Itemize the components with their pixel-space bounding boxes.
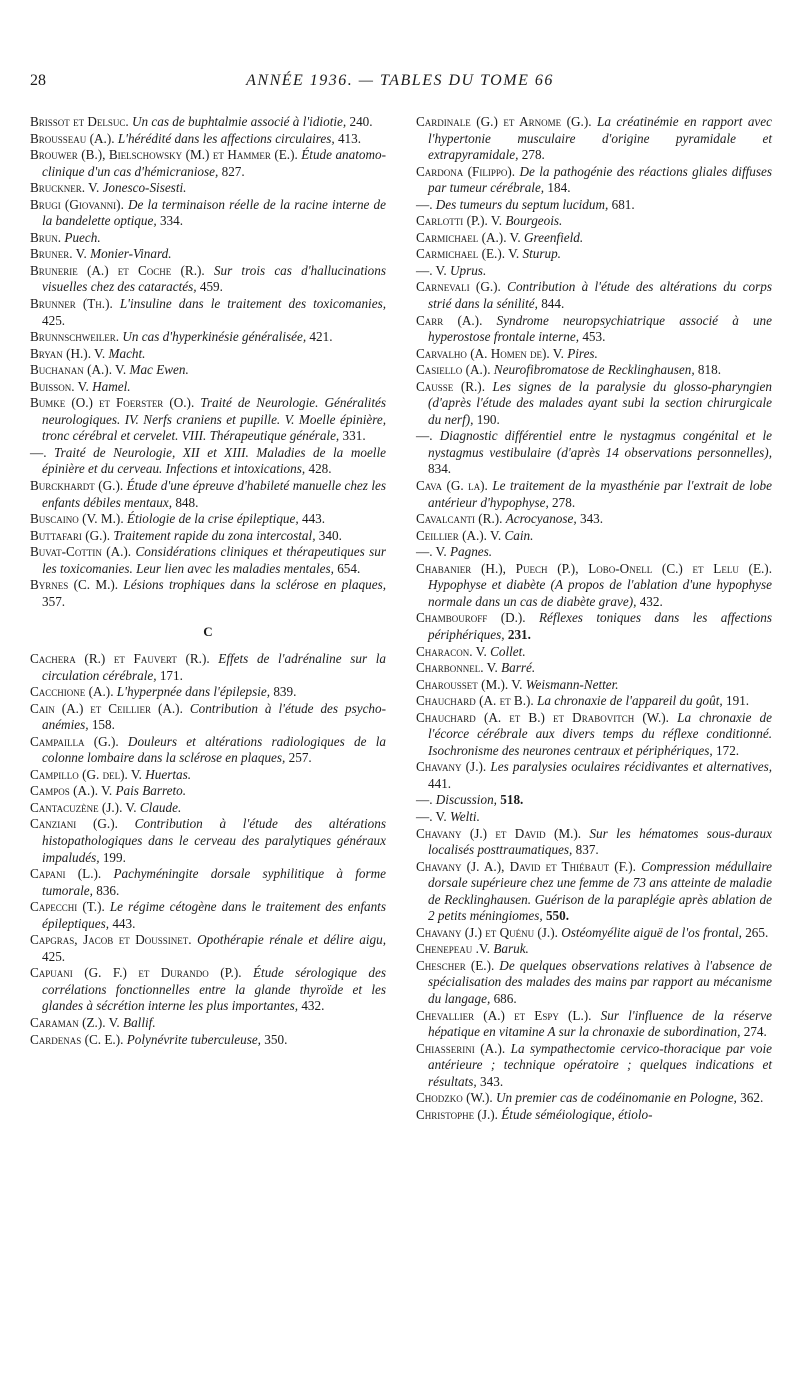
page-reference: 518. (500, 792, 524, 808)
index-entry (416, 114, 772, 164)
entry-title: Les signes de la paralysie du glosso-pharyngien (d'après l'étude des malades ayant subi la section chirurgicale du nerf), (428, 378, 773, 427)
entry-title: Mac Ewen. (129, 362, 189, 378)
entry-title: Le traitement de la myasthénie par l'extrait de lobe antérieur d'hypophyse, (428, 478, 772, 510)
author-names: —. V. (416, 808, 447, 824)
left-column (30, 114, 386, 1048)
page-reference: 441. (428, 775, 452, 791)
index-entry (30, 197, 386, 230)
index-entry (416, 313, 772, 346)
page-reference: 340. (318, 527, 342, 543)
author-names: Capani (L.). (30, 866, 102, 882)
author-names: Byrnes (C. M.). (30, 577, 119, 593)
entry-title: De quelques observations relatives à l'absence de spécialisation des malades des mains par rapport au mécanisme du langage, (428, 957, 773, 1006)
entry-title: Macht. (108, 345, 146, 361)
page-reference: 231. (507, 626, 531, 642)
entry-title: Compression médullaire dorsale supérieure chez une femme de 73 ans atteinte de maladie de Recklinghausen. Guérison de la paraplégie après ablation de 2 petits méningiomes, (428, 858, 772, 924)
author-names: Cain (A.) et Ceillier (A.). (30, 700, 183, 716)
page-reference: 343. (480, 1073, 504, 1089)
page-reference: 350. (264, 1031, 288, 1047)
index-entry (416, 279, 772, 312)
index-entry (30, 528, 386, 545)
author-names: Buttafari (G.). (30, 527, 111, 543)
page-reference: 459. (199, 279, 223, 295)
author-names: Chiasserini (A.). (416, 1040, 506, 1056)
index-entry (30, 114, 386, 131)
author-names: Chodzko (W.). (416, 1090, 493, 1106)
running-title: ANNÉE 1936. — TABLES DU TOME 66 (246, 72, 554, 89)
entry-title: Barré. (501, 660, 536, 676)
entry-title: Les paralysies oculaires récidivantes et alternatives, (490, 759, 773, 775)
index-entry (416, 379, 772, 429)
entry-title: Baruk. (493, 941, 529, 957)
author-names: Brousseau (A.). (30, 130, 115, 146)
author-names: Characon. V. (416, 643, 487, 659)
index-entry (416, 610, 772, 643)
author-names: Brunerie (A.) et Coche (R.). (30, 262, 205, 278)
entry-title: Discussion, (435, 792, 497, 808)
author-names: —. (30, 444, 47, 460)
entry-title: Polynévrite tuberculeuse, (126, 1031, 261, 1047)
index-entry (416, 660, 772, 677)
index-entry (416, 1041, 772, 1091)
page-reference: 425. (42, 312, 66, 328)
author-names: Bruner. V. (30, 246, 87, 262)
entry-title: Traité de Neurologie. Généralités neurologiques. IV. Nerfs craniens et pupille. V. Moelle épinière, tronc cérébral et cervelet. VIII. Thérapeutique générale, (42, 395, 386, 444)
author-names: Charousset (M.). V. (416, 676, 523, 692)
page-reference: 837. (575, 842, 599, 858)
page-reference: 334. (159, 213, 184, 229)
author-names: Caraman (Z.). V. (30, 1014, 120, 1030)
entry-title: Collet. (490, 643, 526, 659)
entry-title: Contribution à l'étude des psycho-anémies, (42, 700, 386, 733)
entry-title: Un premier cas de codéinomanie en Pologne, (496, 1090, 737, 1106)
author-names: Capuani (G. F.) et Durando (P.). (30, 965, 242, 981)
page-reference: 681. (611, 196, 635, 212)
entry-title: Sturup. (522, 246, 561, 262)
page-reference: 686. (493, 990, 517, 1006)
entry-title: Weismann-Netter. (525, 676, 619, 692)
author-names: Chevallier (A.) et Espy (L.). (416, 1007, 592, 1023)
index-entry (416, 792, 772, 809)
page-reference: 343. (579, 511, 604, 527)
page-reference: 432. (639, 593, 663, 609)
index-entry (416, 710, 772, 760)
index-entry (416, 528, 772, 545)
section-letter: C (203, 624, 213, 640)
entry-title: De la terminaison réelle de la racine interne de la bandelette optique, (42, 196, 386, 229)
entry-title: Pires. (567, 345, 598, 361)
index-entry (416, 693, 772, 710)
page-reference: 839. (273, 684, 297, 700)
index-entry (416, 230, 772, 247)
author-names: —. V. (416, 262, 447, 278)
entry-title: Étude d'une épreuve d'habileté manuelle chez les enfants débiles mentaux, (42, 478, 387, 510)
page-reference: 443. (301, 511, 326, 527)
entry-title: Réflexes toniques dans les affections périphériques, (428, 610, 772, 642)
page-reference: 443. (112, 915, 136, 931)
index-entry (30, 577, 386, 610)
author-names: Chescher (E.). (416, 957, 495, 973)
entry-title: Diagnostic différentiel entre le nystagmus congénital et le nystagmus vestibulaire (d'après 14 observations personnelles), (428, 428, 772, 460)
page-reference: 331. (342, 428, 366, 444)
index-entry (30, 1015, 386, 1032)
author-names: Brugi (Giovanni). (30, 196, 124, 212)
index-entry (30, 131, 386, 148)
entry-title: Lésions trophiques dans la sclérose en plaques, (123, 577, 387, 593)
page-reference: 191. (726, 693, 750, 709)
entry-title: Étiologie de la crise épileptique, (126, 511, 299, 527)
entry-title: Étude sérologique des corrélations fonctionnelles entre la glande thyroïde et les glandes à sécrétion interne les plus importantes, (42, 965, 386, 1014)
page-reference: 836. (96, 882, 120, 898)
author-names: Campillo (G. del). V. (30, 766, 142, 782)
author-names: Bryan (H.). V. (30, 345, 106, 361)
index-entry (416, 263, 772, 280)
author-names: Chambouroff (D.). (416, 610, 526, 626)
page-reference: 184. (547, 180, 571, 196)
entry-title: L'insuline dans le traitement des toxicomanies, (119, 296, 386, 312)
index-entry (416, 677, 772, 694)
page-reference: 827. (221, 163, 245, 179)
entry-title: La sympathectomie cervico-thoracique par voie antérieure ; technique opératoire ; quelques indications et résultats, (428, 1040, 773, 1089)
index-entry (416, 511, 772, 528)
entry-title: Acrocyanose, (505, 511, 577, 527)
entry-title: Sur les hématomes sous-duraux localisés posttraumatiques, (428, 825, 772, 858)
index-entry (416, 478, 772, 511)
index-entry (416, 246, 772, 263)
index-entry (416, 164, 772, 197)
page-reference: 818. (697, 362, 721, 378)
author-names: Buisson. V. (30, 378, 89, 394)
entry-title: Sur l'influence de la réserve hépatique en vitamine A sur la chronaxie de subordination, (428, 1007, 772, 1040)
entry-title: Cain. (504, 527, 534, 543)
index-entry (30, 230, 386, 247)
author-names: Brissot et Delsuc. (30, 114, 129, 129)
index-entry (416, 544, 772, 561)
entry-title: Un cas de buphtalmie associé à l'idiotie, (132, 114, 347, 129)
author-names: Carr (A.). (416, 312, 483, 328)
author-names: Brun. (30, 229, 62, 245)
page-reference: 274. (743, 1024, 767, 1040)
author-names: Cachera (R.) et Fauvert (R.). (30, 650, 210, 666)
index-entry (416, 213, 772, 230)
index-entry (30, 932, 386, 965)
page-reference: 190. (476, 411, 500, 427)
author-names: Capgras, Jacob et Doussinet. (30, 932, 192, 948)
entry-title: Ballif. (123, 1014, 156, 1030)
index-entry (30, 800, 386, 817)
author-names: Brouwer (B.), Bielschowsky (M.) et Hammer (E.). (30, 147, 298, 163)
entry-title: Sur trois cas d'hallucinations visuelles chez des cataractés, (42, 262, 386, 295)
entry-title: Greenfield. (523, 229, 584, 245)
entry-title: Jonesco-Sisesti. (102, 180, 187, 196)
entry-title: Puech. (64, 229, 101, 245)
author-names: Buscaino (V. M.). (30, 511, 124, 527)
index-entry (416, 859, 772, 925)
entry-title: Monier-Vinard. (90, 246, 172, 262)
entry-title: Traitement rapide du zona intercostal, (113, 527, 316, 543)
entry-title: Ostéomyélite aiguë de l'os frontal, (561, 924, 742, 940)
index-entry (30, 180, 386, 197)
index-entry (30, 263, 386, 296)
author-names: Canziani (G.). (30, 816, 118, 832)
entry-title: Traité de Neurologie, XII et XIII. Maladies de la moelle épinière et du cerveau. Infections et intoxications, (42, 444, 386, 477)
author-names: Carmichael (E.). V. (416, 246, 520, 262)
page-reference: 172. (716, 742, 740, 758)
index-entry (30, 346, 386, 363)
page-reference: 171. (159, 667, 183, 683)
page-reference: 425. (42, 948, 66, 964)
index-entry (30, 296, 386, 329)
index-entry (30, 362, 386, 379)
author-names: Cacchione (A.). (30, 684, 114, 700)
index-entry (30, 816, 386, 866)
page-reference: 453. (582, 329, 606, 345)
page-reference: 278. (521, 147, 545, 163)
entry-title: La chronaxie de l'écorce cérébrale aux divers temps du réflexe conditionné. Isochronisme des neurones centraux et périphériques, (428, 709, 773, 758)
page-reference: 421. (309, 329, 333, 345)
index-entry (416, 362, 772, 379)
index-entry (30, 1032, 386, 1049)
right-column (416, 114, 772, 1123)
page-reference: 550. (545, 908, 570, 924)
author-names: Burckhardt (G.). (30, 478, 124, 494)
entry-title: Étude séméiologique, étiolo- (501, 1106, 653, 1122)
author-names: Chabanier (H.), Puech (P.), Lobo-Onell (C.) et Lelu (E.). (416, 560, 772, 576)
index-entry (30, 511, 386, 528)
author-names: Christophe (J.). (416, 1106, 498, 1122)
entry-title: Contribution à l'étude des altérations du corps strié dans la sénilité, (428, 279, 772, 312)
index-entry (30, 783, 386, 800)
entry-title: Uprus. (449, 262, 487, 278)
page-number: 28 (30, 72, 46, 89)
index-entry (30, 395, 386, 445)
entry-title: De la pathogénie des réactions gliales diffuses par tumeur cérébrale, (428, 163, 772, 196)
entry-title: Considérations cliniques et thérapeutiques sur les toxicomanies. Leur lien avec les maladies mentales, (42, 544, 387, 576)
entry-title: L'hérédité dans les affections circulaires, (117, 130, 335, 146)
index-entry (30, 379, 386, 396)
author-names: Chauchard (A. et B.). (416, 693, 534, 709)
page-reference: 362. (740, 1090, 764, 1106)
index-entry (30, 767, 386, 784)
page-reference: 265. (745, 924, 769, 940)
index-entry (30, 684, 386, 701)
author-names: Buvat-Cottin (A.). (30, 544, 132, 560)
author-names: Carvalho (A. Homen de). V. (416, 345, 564, 361)
author-names: Carlotti (P.). V. (416, 213, 503, 229)
author-names: Chavany (J.). (416, 759, 487, 775)
author-names: —. (416, 428, 433, 444)
page-reference: 199. (102, 849, 126, 865)
author-names: Chavany (J. A.), David et Thiébaut (F.). (416, 858, 636, 874)
author-names: Casiello (A.). (416, 362, 491, 378)
index-entry (30, 965, 386, 1015)
page-reference: 357. (42, 593, 66, 609)
entry-title: Pais Barreto. (115, 783, 187, 799)
entry-title: Opothérapie rénale et délire aigu, (197, 932, 386, 948)
index-entry (416, 197, 772, 214)
index-entry (30, 147, 386, 180)
author-names: Cava (G. la). (416, 478, 488, 494)
index-entry (416, 958, 772, 1008)
author-names: Carmichael (A.). V. (416, 229, 521, 245)
index-entry (416, 346, 772, 363)
index-entry (416, 826, 772, 859)
entry-title: La chronaxie de l'appareil du goût, (536, 693, 723, 709)
author-names: Cardona (Filippo). (416, 163, 516, 179)
entry-title: Un cas d'hyperkinésie généralisée, (122, 329, 307, 345)
entry-title: Hamel. (92, 378, 131, 394)
author-names: Brunnschweiler. (30, 329, 120, 345)
entry-title: Effets de l'adrénaline sur la circulation cérébrale, (42, 650, 387, 683)
index-entry (30, 246, 386, 263)
entry-title: Pachyméningite dorsale syphilitique à forme tumorale, (42, 866, 386, 898)
author-names: Buchanan (A.). V. (30, 362, 127, 378)
author-names: —. (416, 792, 433, 808)
index-entry (30, 734, 386, 767)
author-names: Campos (A.). V. (30, 783, 113, 799)
index-entry (30, 866, 386, 899)
index-entry (416, 1107, 772, 1124)
entry-title: Claude. (139, 799, 182, 815)
page-reference: 432. (301, 998, 325, 1014)
index-entry (416, 1008, 772, 1041)
entry-title: Pagnes. (449, 544, 493, 560)
page-reference: 158. (91, 717, 115, 733)
entry-title: Syndrome neuropsychiatrique associé à une hyperostose frontale interne, (428, 312, 772, 345)
author-names: Causse (R.). (416, 378, 485, 394)
author-names: Chavany (J.) et Quénu (J.). (416, 924, 558, 940)
entry-title: Contribution à l'étude des altérations histopathologiques dans le cerveau des paralytiques généraux impaludés, (42, 816, 386, 865)
index-entry (30, 899, 386, 932)
author-names: Carnevali (G.). (416, 279, 501, 295)
entry-title: L'hyperpnée dans l'épilepsie, (116, 684, 271, 700)
author-names: Campailla (G.). (30, 733, 119, 749)
page-header (26, 72, 774, 98)
author-names: Cardenas (C. E.). (30, 1031, 124, 1047)
index-entry (30, 445, 386, 478)
index-entry (416, 759, 772, 792)
author-names: Ceillier (A.). V. (416, 527, 502, 543)
index-entry (416, 809, 772, 826)
author-names: Cantacuzène (J.). V. (30, 799, 137, 815)
page-reference: 844. (541, 296, 565, 312)
page-reference: 278. (552, 494, 576, 510)
author-names: Brunner (Th.). (30, 296, 113, 312)
author-names: —. (416, 196, 433, 212)
author-names: Charbonnel. V. (416, 660, 498, 676)
author-names: Chauchard (A. et B.) et Drabovitch (W.). (416, 709, 669, 725)
author-names: Cardinale (G.) et Arnome (G.). (416, 114, 592, 129)
page-reference: 654. (337, 560, 361, 576)
author-names: —. V. (416, 544, 447, 560)
page-reference: 848. (175, 494, 199, 510)
index-entry (416, 1090, 772, 1107)
entry-title: Hypophyse et diabète (A propos de l'ablation d'une hypophyse normale dans un cas de diabète grave), (428, 577, 772, 609)
page-reference: 413. (337, 130, 362, 146)
entry-title: Le régime cétogène dans le traitement des enfants épileptiques, (42, 899, 386, 931)
index-entry (30, 329, 386, 346)
index-entry (416, 925, 772, 942)
page-reference: 240. (349, 114, 373, 129)
entry-title: Étude anatomo-clinique d'un cas d'hémicraniose, (42, 147, 386, 179)
entry-title: Douleurs et altérations radiologiques de la colonne lombaire dans la sclérose en plaques, (42, 733, 386, 766)
index-entry (416, 644, 772, 661)
index-entry (30, 701, 386, 734)
index-entry (416, 941, 772, 958)
index-entry (30, 478, 386, 511)
author-names: Bumke (O.) et Foerster (O.). (30, 395, 195, 411)
entry-title: Bourgeois. (505, 213, 563, 229)
author-names: Bruckner. V. (30, 180, 100, 196)
entry-title: La créatinémie en rapport avec l'hypertonie musculaire d'origine pyramidale et extrapyramidale, (428, 114, 772, 163)
page-reference: 834. (428, 461, 452, 477)
entry-title: Huertas. (145, 766, 192, 782)
entry-title: Neurofibromatose de Recklinghausen, (493, 362, 695, 378)
index-entry (30, 544, 386, 577)
author-names: Cavalcanti (R.). (416, 511, 503, 527)
page-reference: 257. (288, 750, 312, 766)
index-entry (30, 651, 386, 684)
index-entry (416, 561, 772, 611)
author-names: Chavany (J.) et David (M.). (416, 825, 582, 841)
page-reference: 428. (308, 461, 332, 477)
author-names: Chenepeau .V. (416, 941, 491, 957)
entry-title: Welti. (449, 808, 480, 824)
author-names: Capecchi (T.). (30, 899, 105, 915)
entry-title: Des tumeurs du septum lucidum, (435, 196, 609, 212)
index-entry (416, 428, 772, 478)
index-columns (30, 114, 772, 1374)
